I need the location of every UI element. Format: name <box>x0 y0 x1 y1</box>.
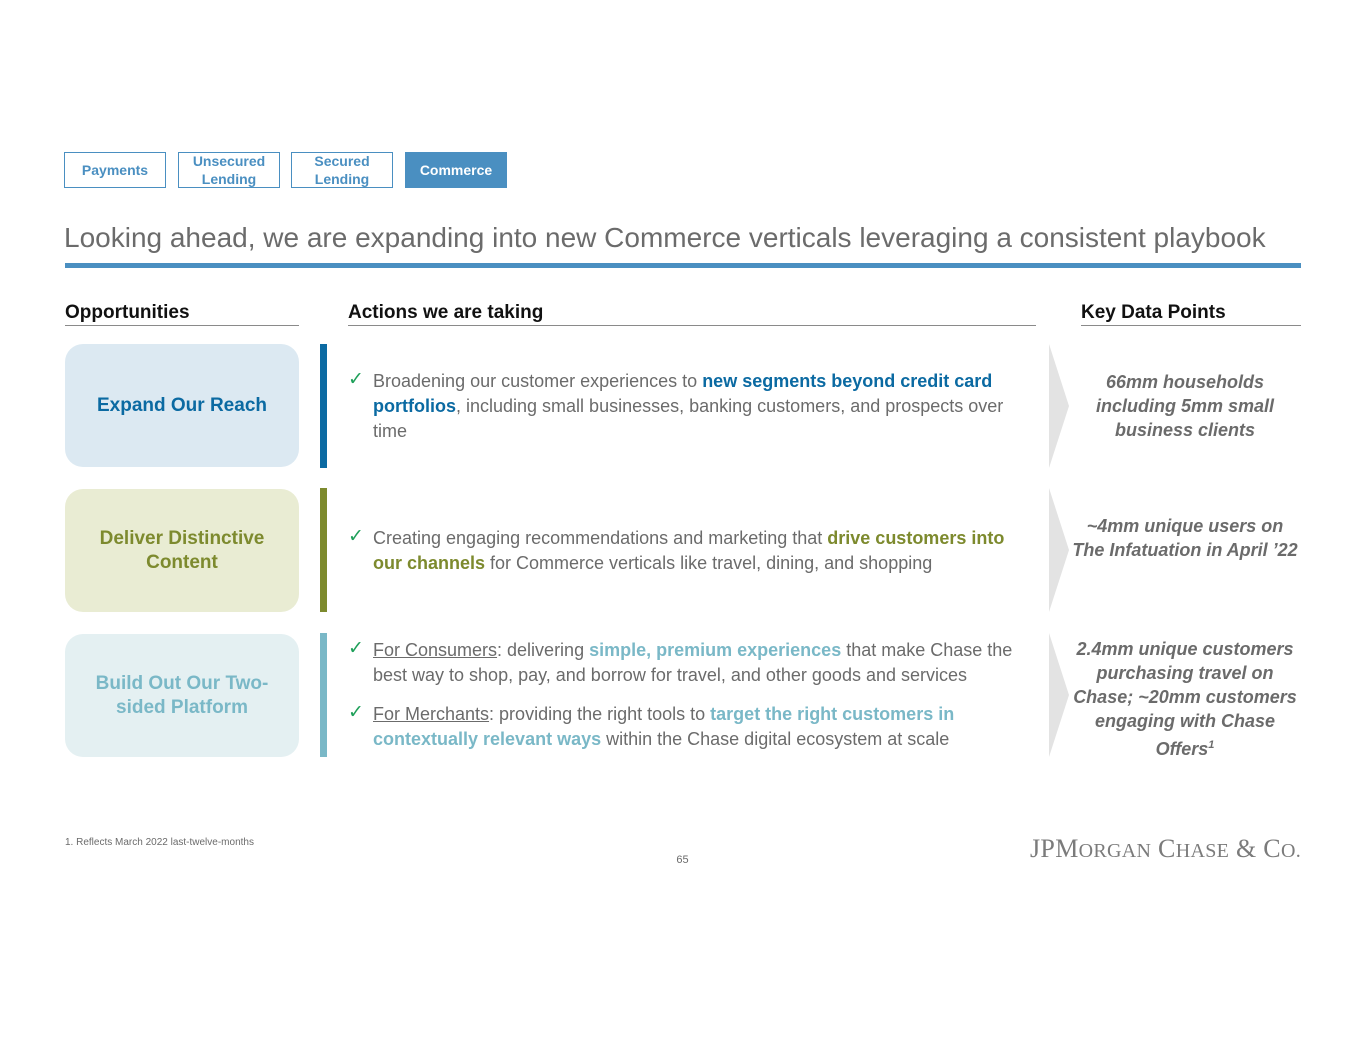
footnote: 1. Reflects March 2022 last-twelve-months <box>65 837 254 848</box>
tab-commerce[interactable]: Commerce <box>405 152 507 188</box>
header-actions: Actions we are taking <box>348 302 544 323</box>
checkmark-icon: ✓ <box>348 702 364 723</box>
footnote-marker: 1 <box>1208 739 1215 751</box>
chevron-arrow-icon <box>1049 633 1069 757</box>
title-rule <box>65 263 1301 268</box>
key-data-text: 2.4mm unique customers purchasing travel on Chase; ~20mm customers engaging with Chase Offers <box>1073 639 1297 759</box>
action-highlight: new segments beyond credit card portfolios <box>373 371 993 416</box>
action-highlight: drive customers into our channels <box>373 528 1005 573</box>
actions-row-expand-reach <box>348 369 1038 458</box>
action-item <box>348 702 1038 752</box>
action-lead: : providing the right tools to <box>489 704 711 724</box>
action-prefix: For Merchants <box>373 704 490 724</box>
header-key-data: Key Data Points <box>1081 302 1226 323</box>
checkmark-icon: ✓ <box>348 638 364 659</box>
action-lead: Creating engaging recommendations and marketing that <box>373 528 828 548</box>
action-prefix: For Consumers <box>373 640 498 660</box>
chevron-arrow-icon <box>1049 344 1069 468</box>
action-lead: : delivering <box>497 640 590 660</box>
page-number: 65 <box>676 854 689 866</box>
action-item <box>348 369 1038 444</box>
action-rest: that make Chase the best way to shop, pay, and borrow for travel, and other goods and services <box>373 640 1013 685</box>
header-opportunities: Opportunities <box>65 302 190 323</box>
header-actions-rule <box>348 325 1036 326</box>
action-highlight: target the right customers in contextually relevant ways <box>373 704 955 749</box>
actions-row-distinctive-content <box>348 526 1038 590</box>
checkmark-icon: ✓ <box>348 526 364 547</box>
action-item <box>348 526 1038 576</box>
tab-payments[interactable]: Payments <box>64 152 166 188</box>
checkmark-icon: ✓ <box>348 369 364 390</box>
opportunity-expand-reach: Expand Our Reach <box>65 344 299 467</box>
opportunity-distinctive-content: Deliver Distinctive Content <box>65 489 299 612</box>
company-logo: JPMORGAN CHASE & CO. <box>1030 834 1301 863</box>
actions-row-two-sided-platform <box>348 638 1038 766</box>
chevron-arrow-icon <box>1049 488 1069 612</box>
row-accent-bar <box>320 633 327 757</box>
action-rest: , including small businesses, banking customers, and prospects over time <box>373 396 1004 441</box>
key-data-distinctive-content: ~4mm unique users on The Infatuation in April ’22 <box>1072 516 1298 560</box>
action-rest: for Commerce verticals like travel, dining, and shopping <box>485 553 933 573</box>
action-highlight: simple, premium experiences <box>589 640 842 660</box>
key-data-expand-reach: 66mm households including 5mm small business clients <box>1095 372 1275 440</box>
action-item <box>348 638 1038 688</box>
header-key-data-rule <box>1081 325 1301 326</box>
row-accent-bar <box>320 344 327 468</box>
action-lead: Broadening our customer experiences to <box>373 371 703 391</box>
header-opportunities-rule <box>65 325 299 326</box>
opportunity-two-sided-platform: Build Out Our Two-sided Platform <box>65 634 299 757</box>
key-data-two-sided-platform <box>1070 637 1300 761</box>
tab-unsecured-lending[interactable]: Unsecured Lending <box>178 152 280 188</box>
action-rest: within the Chase digital ecosystem at scale <box>601 729 950 749</box>
row-accent-bar <box>320 488 327 612</box>
tab-secured-lending[interactable]: Secured Lending <box>291 152 393 188</box>
page-title: Looking ahead, we are expanding into new Commerce verticals leveraging a consistent playbook <box>64 222 1266 253</box>
